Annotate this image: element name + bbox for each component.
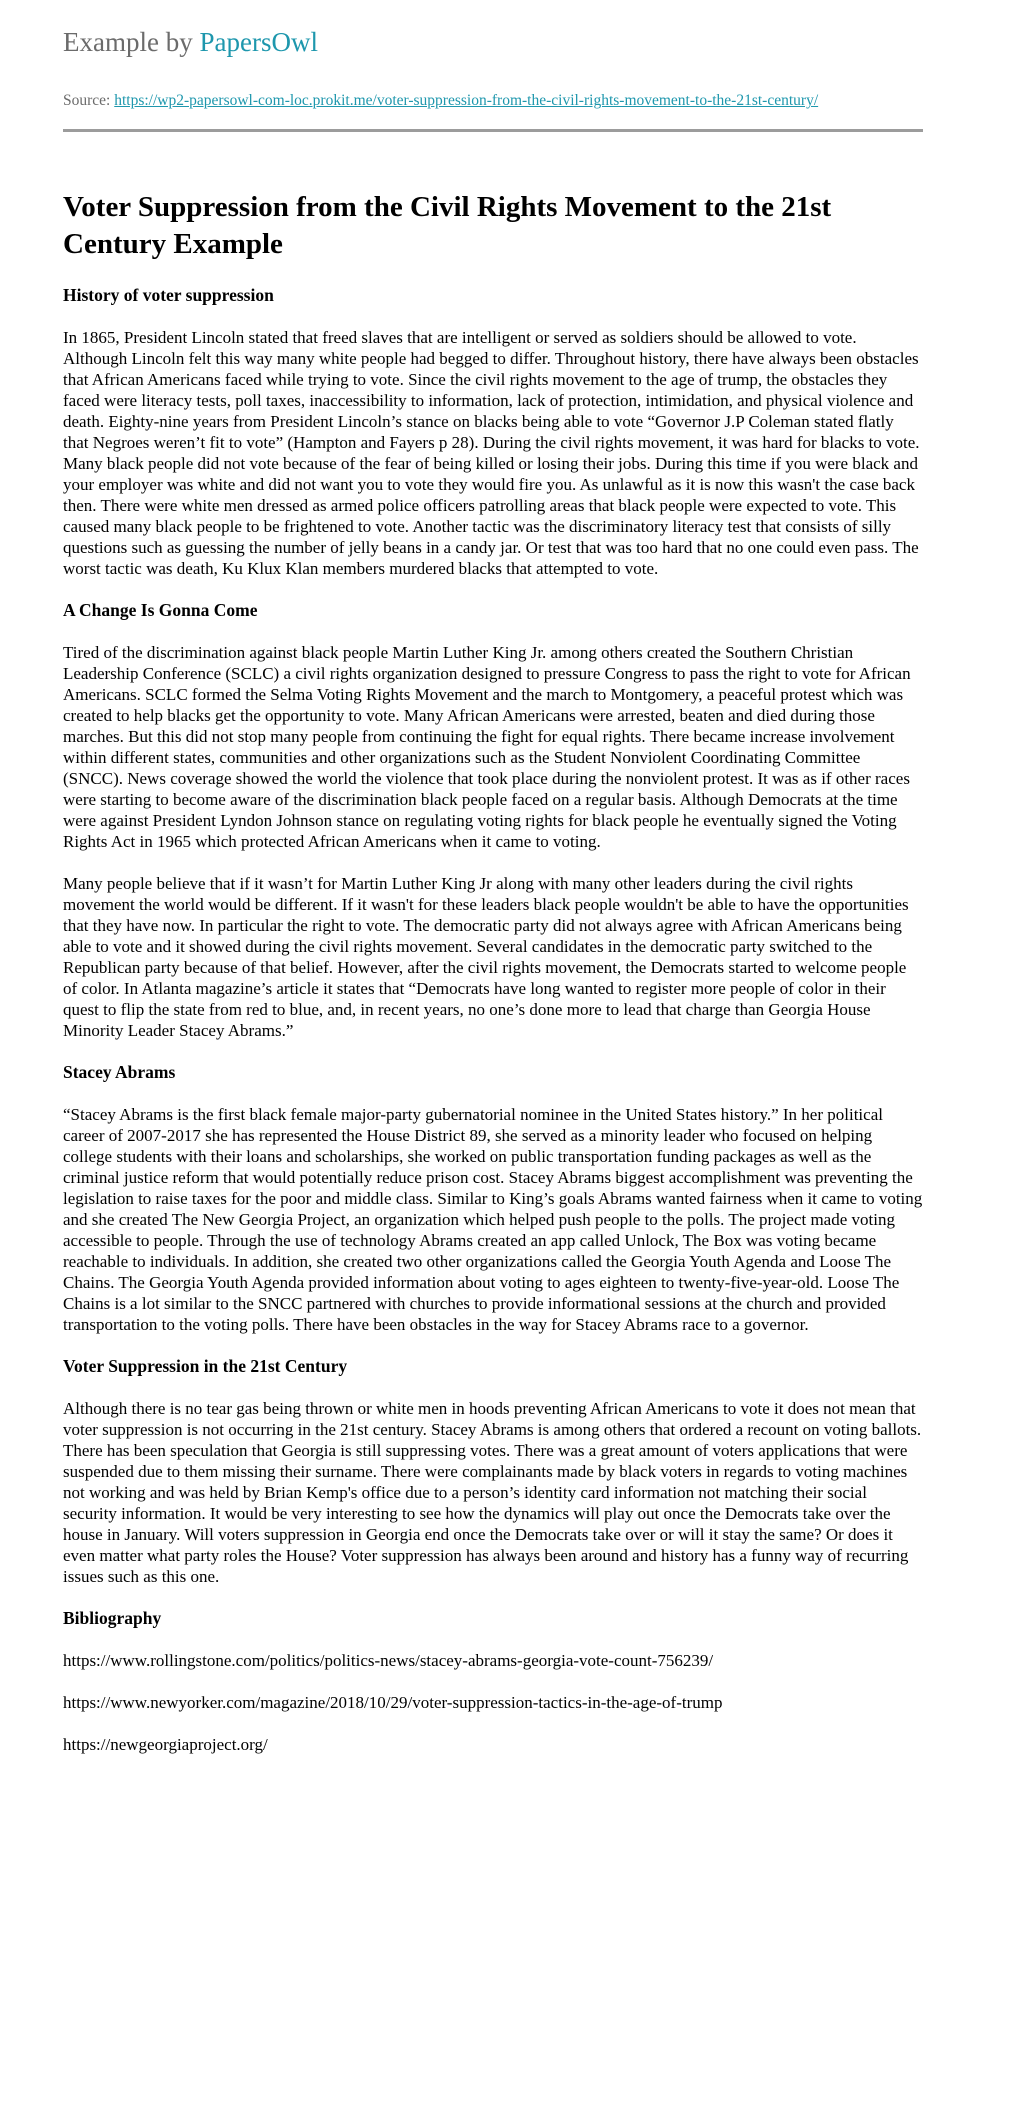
section-heading-change: A Change Is Gonna Come <box>63 600 258 621</box>
papersowl-brand-link[interactable]: PapersOwl <box>199 27 318 57</box>
paragraph-change-1: Tired of the discrimination against black people Martin Luther King Jr. among others created the Southern Christian Leadership Conference (SCLC) a civil rights organization designed to pressure Congress to pass the right to vote for African Americans. SCLC formed the Selma Voting Rights Movement and the march to Montgomery, a peaceful protest which was created to help blacks get the opportunity to vote. Many African Americans were arrested, beaten and died during those marches. But this did not stop many people from continuing the fight for equal rights. There became increase involvement within different states, communities and other organizations such as the Student Nonviolent Coordinating Committee (SNCC). News coverage showed the world the violence that took place during the nonviolent protest. It was as if other races were starting to become aware of the discrimination black people faced on a regular basis. Although Democrats at the time were against President Lyndon Johnson stance on regulating voting rights for black people he eventually signed the Voting Rights Act in 1965 which protected African Americans when it came to voting. <box>63 643 911 852</box>
example-by-text: Example by <box>63 27 200 57</box>
section-heading-bibliography: Bibliography <box>63 1608 162 1629</box>
paragraph-21st-century-1: Although there is no tear gas being thrown or white men in hoods preventing African Americans to vote it does not mean that voter suppression is not occurring in the 21st century. Stacey Abrams is among others that ordered a recount on voting ballots. There has been speculation that Georgia is still suppressing votes. There was a great amount of voters applications that were suspended due to them missing their surname. There were complainants made by black voters in regards to voting machines not working and was held by Brian Kemp's office due to a person’s identity card information not matching their social security information. It would be very interesting to see how the dynamics will play out once the Democrats take over the house in January. Will voters suppression in Georgia end once the Democrats take over or will it stay the same? Or does it even matter what party roles the House? Voter suppression has always been around and history has a funny way of recurring issues such as this one. <box>63 1399 922 1587</box>
section-a-change-is-gonna-come <box>63 600 923 1041</box>
section-stacey-abrams <box>63 1062 923 1335</box>
bibliography-entry-newyorker: https://www.newyorker.com/magazine/2018/10/29/voter-suppression-tactics-in-the-age-of-trump <box>63 1693 723 1713</box>
source-line <box>63 88 923 114</box>
section-history-of-voter-suppression <box>63 285 923 579</box>
section-voter-suppression-21st-century <box>63 1356 923 1587</box>
source-url-link[interactable]: https://wp2-papersowl-com-loc.prokit.me/voter-suppression-from-the-civil-rights-movement-to-the-21st-century/ <box>114 92 819 110</box>
paragraph-history-1: In 1865, President Lincoln stated that freed slaves that are intelligent or served as soldiers should be allowed to vote. Although Lincoln felt this way many white people had begged to differ. Throughout history, there have always been obstacles that African Americans faced while trying to vote. Since the civil rights movement to the age of trump, the obstacles they faced were literacy tests, poll taxes, inaccessibility to information, lack of protection, intimidation, and physical violence and death. Eighty-nine years from President Lincoln’s stance on blacks being able to vote “Governor J.P Coleman stated flatly that Negroes weren’t fit to vote” (Hampton and Fayers p 28). During the civil rights movement, it was hard for blacks to vote. Many black people did not vote because of the fear of being killed or losing their jobs. During this time if you were black and your employer was white and did not want you to vote they would fire you. As unlawful as it is now this wasn't the case back then. There were white men dressed as armed police officers patrolling areas that black people were expected to vote. This caused many black people to be frightened to vote. Another tactic was the discriminatory literacy test that consists of silly questions such as guessing the number of jelly beans in a candy jar. Or test that was too hard that no one could even pass. The worst tactic was death, Ku Klux Klan members murdered blacks that attempted to vote. <box>63 328 920 579</box>
bibliography-entry-rollingstone: https://www.rollingstone.com/politics/politics-news/stacey-abrams-georgia-vote-count-756239/ <box>63 1651 714 1671</box>
example-heading <box>63 26 923 58</box>
section-heading-stacey-abrams: Stacey Abrams <box>63 1062 176 1083</box>
page-header <box>63 26 923 132</box>
paragraph-stacey-abrams-1: “Stacey Abrams is the first black female major-party gubernatorial nominee in the United States history.” In her political career of 2007-2017 she has represented the House District 89, she served as a minority leader who focused on helping college students with their loans and scholarships, she worked on public transportation funding packages as well as the criminal justice reform that would potentially reduce prison cost. Stacey Abrams biggest accomplishment was preventing the legislation to raise taxes for the poor and middle class. Similar to King’s goals Abrams wanted fairness when it came to voting and she created The New Georgia Project, an organization which helped push people to the polls. The project made voting accessible to people. Through the use of technology Abrams created an app called Unlock, The Box was voting became reachable to individuals. In addition, she created two other organizations called the Georgia Youth Agenda and Loose The Chains. The Georgia Youth Agenda provided information about voting to ages eighteen to twenty-five-year-old. Loose The Chains is a lot similar to the SNCC partnered with churches to provide informational sessions at the church and provided transportation to the voting polls. There have been obstacles in the way for Stacey Abrams race to a governor. <box>63 1105 923 1335</box>
section-bibliography <box>63 1608 923 1755</box>
section-heading-21st-century: Voter Suppression in the 21st Century <box>63 1356 348 1377</box>
paragraph-change-2: Many people believe that if it wasn’t for Martin Luther King Jr along with many other leaders during the civil rights movement the world would be different. If it wasn't for these leaders black people wouldn't be able to have the opportunities that they have now. In particular the right to vote. The democratic party did not always agree with African Americans being able to vote and it showed during the civil rights movement. Several candidates in the democratic party switched to the Republican party because of that belief. However, after the civil rights movement, the Democrats started to welcome people of color. In Atlanta magazine’s article it states that “Democrats have long wanted to register more people of color in their quest to flip the state from red to blue, and, in recent years, no one’s done more to lead that charge than Georgia House Minority Leader Stacey Abrams.” <box>63 874 909 1041</box>
divider <box>63 129 923 132</box>
article-title: Voter Suppression from the Civil Rights Movement to the 21st Century Example <box>63 190 832 261</box>
section-heading-history: History of voter suppression <box>63 285 274 306</box>
bibliography-entry-newgeorgiaproject: https://newgeorgiaproject.org/ <box>63 1735 268 1755</box>
essay-article <box>63 189 923 1755</box>
source-label: Source: <box>63 92 115 110</box>
